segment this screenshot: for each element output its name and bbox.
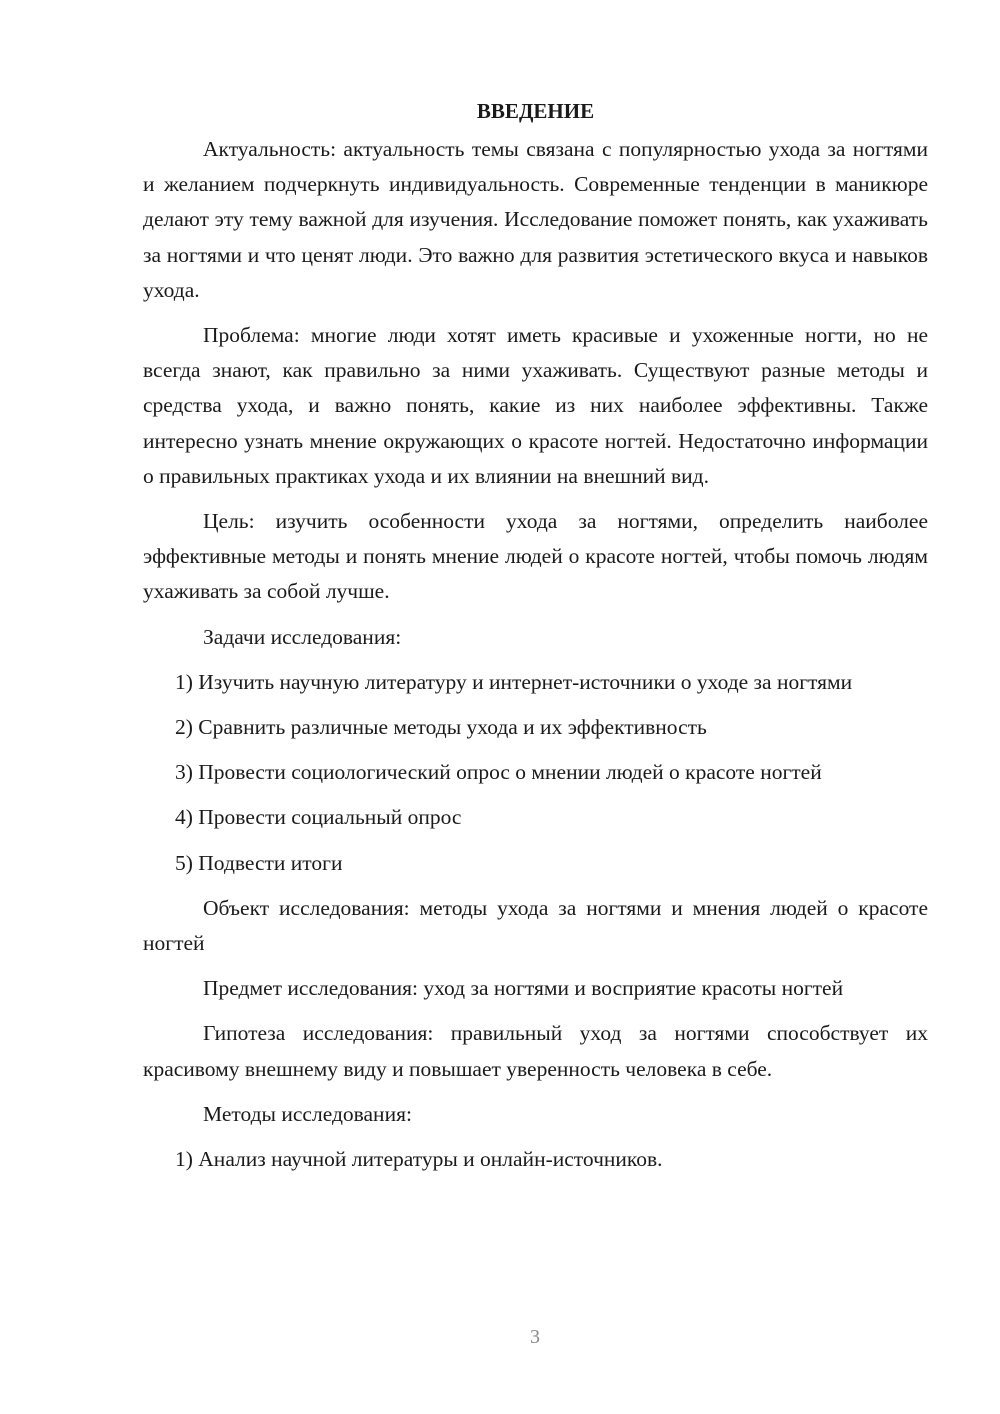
hypothesis-paragraph: Гипотеза исследования: правильный уход за ногтями способствует их красивому внешнему виду и повышает уверенность человека в себе.	[143, 1021, 928, 1081]
task-item: 3) Провести социологический опрос о мнении людей о красоте ногтей	[175, 760, 822, 785]
object-paragraph: Объект исследования: методы ухода за ногтями и мнения людей о красоте ногтей	[143, 895, 928, 956]
tasks-list	[143, 665, 928, 881]
goal-paragraph: Цель: изучить особенности ухода за ногтями, определить наиболее эффективные методы и понять мнение людей о красоте ногтей, чтобы помочь людям ухаживать за собой лучше.	[143, 509, 928, 604]
task-item: 2) Сравнить различные методы ухода и их эффективность	[175, 715, 707, 740]
task-item: 4) Провести социальный опрос	[175, 805, 462, 830]
section-title: ВВЕДЕНИЕ	[476, 99, 595, 123]
method-item: 1) Анализ научной литературы и онлайн-источников.	[175, 1147, 663, 1172]
task-item: 5) Подвести итоги	[175, 850, 343, 875]
page-number: 3	[530, 1326, 540, 1348]
tasks-heading: Задачи исследования:	[203, 624, 402, 649]
relevance-paragraph: Актуальность: актуальность темы связана с популярностью ухода за ногтями и желанием подчеркнуть индивидуальность. Современные тенденции в маникюре делают эту тему важной для изучения. Исследование поможет понять, как ухаживать за ногтями и что ценят люди. Это важно для развития эстетического вкуса и навыков ухода.	[143, 137, 928, 302]
task-item: 1) Изучить научную литературу и интернет-источники о уходе за ногтями	[175, 669, 853, 694]
methods-list	[143, 1142, 928, 1177]
methods-heading: Методы исследования:	[203, 1101, 412, 1126]
page-content	[143, 96, 928, 1187]
problem-paragraph: Проблема: многие люди хотят иметь красивые и ухоженные ногти, но не всегда знают, как правильно за ними ухаживать. Существуют разные методы и средства ухода, и важно понять, какие из них наиболее эффективны. Также интересно узнать мнение окружающих о красоте ногтей. Недостаточно информации о правильных практиках ухода и их влиянии на внешний вид.	[143, 323, 928, 488]
subject-paragraph: Предмет исследования: уход за ногтями и восприятие красоты ногтей	[203, 976, 844, 1001]
